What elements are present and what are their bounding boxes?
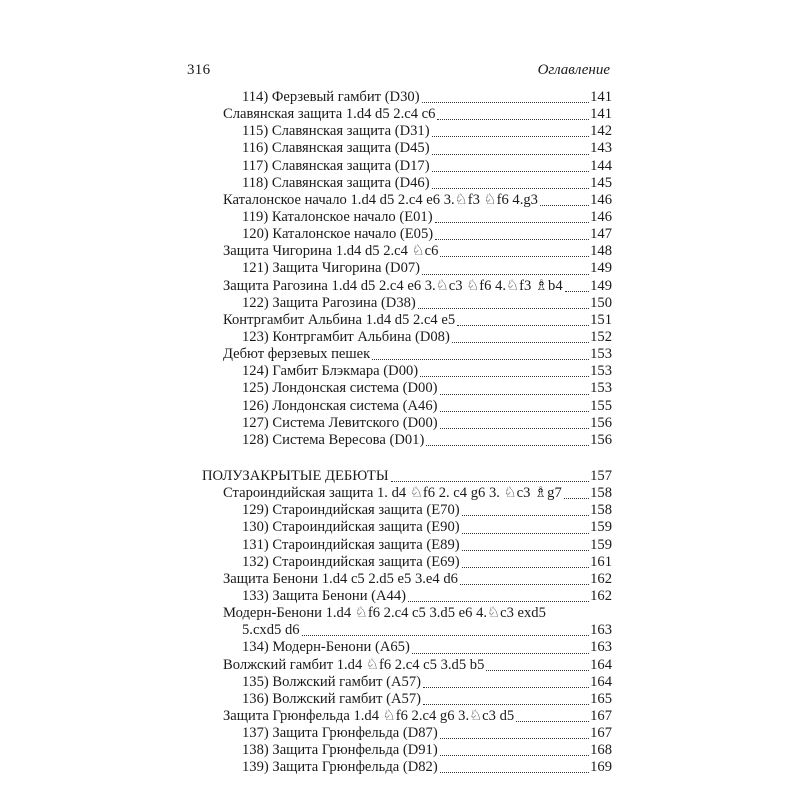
dot-leader [564,498,589,499]
toc-game-entry [202,89,612,106]
toc-entry-page: 162 [590,570,612,587]
dot-leader [412,653,589,654]
toc-entry-page: 156 [590,414,612,431]
toc-game-entry [202,537,612,554]
toc-opening-entry [202,485,612,502]
toc-entry-page: 163 [590,639,612,656]
toc-entry-page: 162 [590,587,612,604]
dot-leader [302,635,590,636]
toc-game-entry [202,622,612,639]
dot-leader [422,102,590,103]
dot-leader [440,755,589,756]
dot-leader [422,274,589,275]
toc-entry-title: Защита Грюнфельда 1.d4 ♘f6 2.c4 g6 3.♘c3 d5 [223,707,515,724]
toc-entry-page: 148 [590,243,612,260]
toc-entry-page: 165 [590,690,612,707]
toc-entry-page: 159 [590,536,612,553]
dot-leader [372,359,589,360]
dot-leader [408,601,589,602]
toc-game-entry [202,415,612,432]
toc-entry-title: 115) Славянская защита (D31) [242,123,430,140]
toc-entry-title: 136) Волжский гамбит (A57) [242,690,421,707]
toc-game-entry [202,158,612,175]
dot-leader [460,584,589,585]
toc-opening-entry [202,278,612,295]
toc-opening-entry [202,708,612,725]
toc-entry-title: 131) Староиндийская защита (E89) [242,536,460,553]
toc-game-entry [202,226,612,243]
toc-entry-title: 5.cxd5 d6 [242,622,300,639]
toc-entry-title: Модерн-Бенони 1.d4 ♘f6 2.c4 c5 3.d5 e6 4.♘c3 exd5 [223,605,546,622]
toc-opening-entry [202,346,612,363]
dot-leader [565,291,589,292]
dot-leader [440,738,589,739]
toc-game-entry [202,588,612,605]
toc-entry-title: 132) Староиндийская защита (E69) [242,553,460,570]
toc-entry-page: 150 [590,294,612,311]
toc-entry-page: 167 [590,725,612,742]
toc-entry-title: Каталонское начало 1.d4 d5 2.c4 e6 3.♘f3 ♘f6 4.g3 [223,191,538,208]
dot-leader [423,704,589,705]
toc-game-entry [202,140,612,157]
toc-entry-title: 118) Славянская защита (D46) [242,174,430,191]
toc-entry-page: 146 [590,208,612,225]
toc-entry-title: 119) Каталонское начало (E01) [242,208,433,225]
toc-game-entry [202,674,612,691]
dot-leader [440,256,589,257]
toc-entry-page: 163 [590,622,612,639]
toc-entry-title: 114) Ферзевый гамбит (D30) [242,89,420,105]
toc-entry-title: 124) Гамбит Блэкмара (D00) [242,363,419,380]
toc-entry-title: 130) Староиндийская защита (E90) [242,519,460,536]
toc-entry-page: 164 [590,673,612,690]
toc-entry-page: 144 [590,157,612,174]
toc-game-entry [202,432,612,449]
toc-entry-title: 126) Лондонская система (A46) [242,397,438,414]
toc-entry-page: 161 [590,553,612,570]
dot-leader [432,136,590,137]
toc-entry-page: 151 [590,311,612,328]
toc-entry-page: 153 [590,363,612,380]
table-of-contents [202,89,612,776]
toc-opening-entry [202,192,612,209]
toc-game-entry [202,691,612,708]
dot-leader [516,721,589,722]
toc-entry-title: 122) Защита Рагозина (D38) [242,294,416,311]
dot-leader [432,171,590,172]
dot-leader [440,411,590,412]
dot-leader [462,515,589,516]
toc-entry-title: Дебют ферзевых пешек [223,346,371,363]
toc-game-entry [202,123,612,140]
toc-entry-page: 159 [590,519,612,536]
toc-entry-title: 128) Система Вересова (D01) [242,431,425,448]
toc-entry-page: 153 [590,346,612,363]
toc-entry-title: 138) Защита Грюнфельда (D91) [242,742,438,759]
toc-entry-title: 129) Староиндийская защита (E70) [242,502,460,519]
toc-entry-title: 123) Контргамбит Альбина (D08) [242,328,450,345]
toc-opening-entry [202,243,612,260]
dot-leader [452,342,589,343]
toc-entry-page: 145 [590,174,612,191]
dot-leader [391,481,590,482]
toc-entry-title: Контргамбит Альбина 1.d4 d5 2.c4 e5 [223,311,456,328]
dot-leader [435,222,590,223]
toc-opening-entry [202,605,612,622]
toc-entry-title: Защита Чигорина 1.d4 d5 2.c4 ♘c6 [223,243,439,260]
toc-entry-page: 156 [590,431,612,448]
dot-leader [418,308,589,309]
toc-entry-page: 155 [590,397,612,414]
toc-game-entry [202,742,612,759]
toc-entry-title: ПОЛУЗАКРЫТЫЕ ДЕБЮТЫ [202,467,389,484]
toc-entry-title: 134) Модерн-Бенони (A65) [242,639,410,656]
toc-entry-title: Волжский гамбит 1.d4 ♘f6 2.c4 c5 3.d5 b5 [223,656,485,673]
dot-leader [486,670,589,671]
toc-opening-entry [202,312,612,329]
dot-leader [440,394,590,395]
toc-game-entry [202,398,612,415]
dot-leader [457,325,589,326]
toc-game-entry [202,329,612,346]
toc-entry-title: Славянская защита 1.d4 d5 2.c4 c6 [223,106,436,123]
dot-leader [440,428,589,429]
toc-game-entry [202,175,612,192]
toc-entry-title: Защита Бенони 1.d4 c5 2.d5 e5 3.e4 d6 [223,570,458,587]
toc-entry-page: 153 [590,380,612,397]
toc-entry-page: 149 [590,260,612,277]
toc-opening-entry [202,657,612,674]
toc-entry-title: Староиндийская защита 1. d4 ♘f6 2. c4 g6 3. ♘c3 ♗g7 [223,485,562,502]
toc-entry-title: 137) Защита Грюнфельда (D87) [242,725,438,742]
toc-section-heading [202,468,612,485]
toc-entry-page: 146 [590,191,612,208]
dot-leader [432,188,590,189]
dot-leader [462,550,589,551]
toc-entry-page: 169 [590,759,612,776]
toc-game-entry [202,260,612,277]
toc-entry-page: 158 [590,485,612,502]
page-number: 316 [187,62,211,78]
toc-entry-page: 141 [590,89,612,105]
dot-leader [420,376,589,377]
dot-leader [437,119,589,120]
toc-entry-title: 127) Система Левитского (D00) [242,414,438,431]
toc-entry-title: Защита Рагозина 1.d4 d5 2.c4 e6 3.♘c3 ♘f6 4.♘f3 ♗b4 [223,277,563,294]
toc-entry-title: 135) Волжский гамбит (A57) [242,673,421,690]
toc-game-entry [202,380,612,397]
toc-entry-title: 139) Защита Грюнфельда (D82) [242,759,438,776]
toc-entry-title: 133) Защита Бенони (A44) [242,587,407,604]
toc-entry-page: 149 [590,277,612,294]
toc-game-entry [202,554,612,571]
toc-game-entry [202,295,612,312]
dot-leader [540,205,589,206]
toc-opening-entry [202,106,612,123]
dot-leader [462,533,589,534]
toc-game-entry [202,639,612,656]
toc-entry-page: 152 [590,328,612,345]
toc-game-entry [202,363,612,380]
toc-entry-page: 164 [590,656,612,673]
dot-leader [423,687,589,688]
toc-entry-title: 125) Лондонская система (D00) [242,380,438,397]
toc-entry-page: 167 [590,707,612,724]
toc-entry-page: 147 [590,226,612,243]
toc-entry-page: 142 [590,123,612,140]
toc-entry-page: 168 [590,742,612,759]
dot-leader [426,445,589,446]
toc-entry-page: 141 [590,106,612,123]
toc-game-entry [202,519,612,536]
toc-entry-page: 143 [590,140,612,157]
dot-leader [435,239,589,240]
toc-game-entry [202,759,612,776]
toc-entry-title: 120) Каталонское начало (E05) [242,226,434,243]
toc-entry-title: 121) Защита Чигорина (D07) [242,260,421,277]
toc-opening-entry [202,571,612,588]
dot-leader [462,567,589,568]
dot-leader [440,772,589,773]
dot-leader [432,154,590,155]
toc-entry-page: 158 [590,502,612,519]
toc-entry-page: 157 [590,467,612,484]
toc-game-entry [202,502,612,519]
toc-game-entry [202,209,612,226]
toc-entry-title: 117) Славянская защита (D17) [242,157,430,174]
toc-game-entry [202,725,612,742]
running-head: Оглавление [537,62,610,78]
toc-section-gap [202,449,612,468]
toc-entry-title: 116) Славянская защита (D45) [242,140,430,157]
